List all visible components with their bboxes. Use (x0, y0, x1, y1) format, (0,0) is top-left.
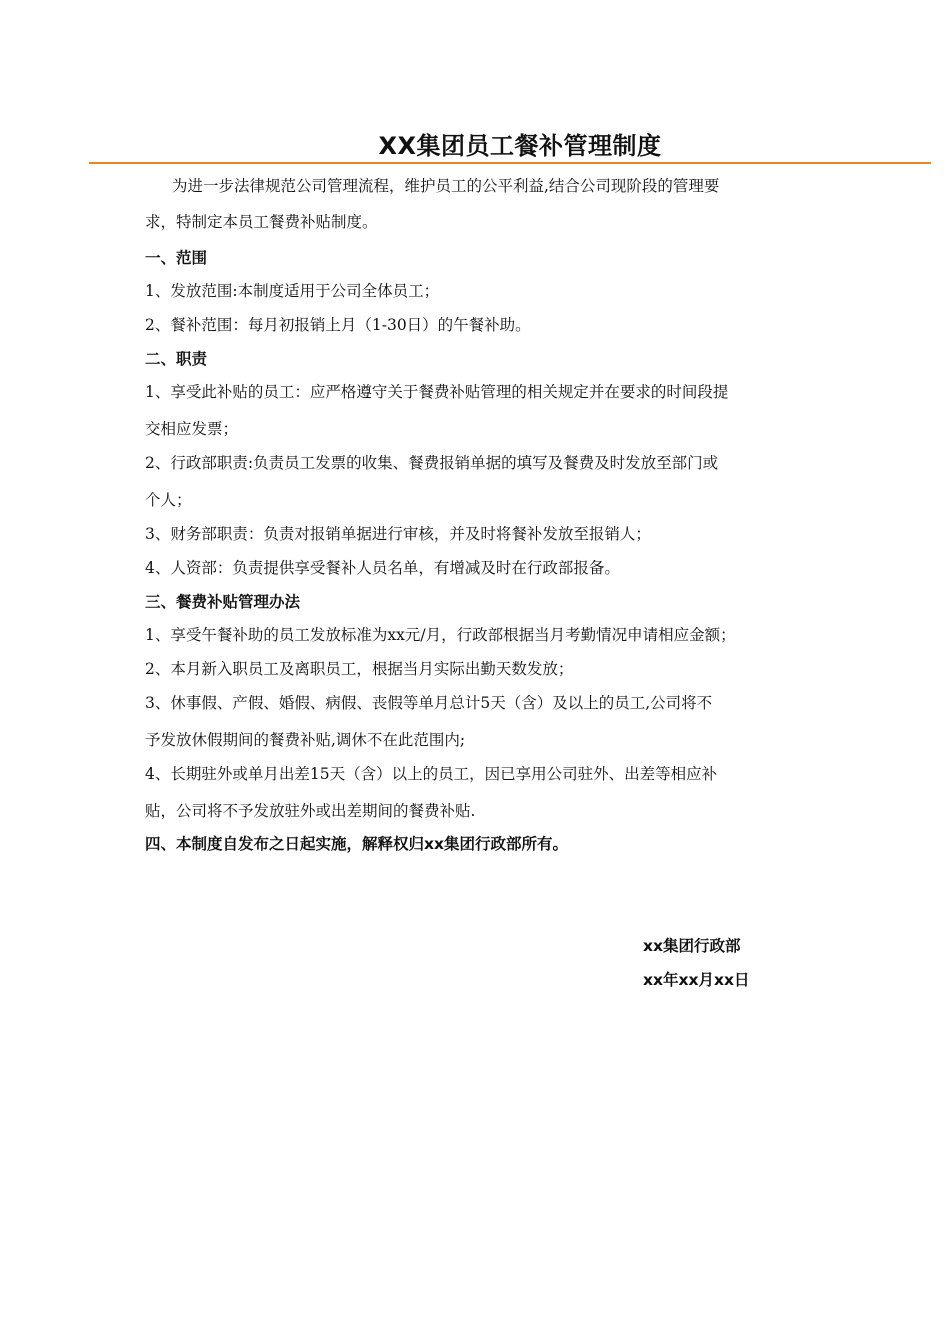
title-underline (89, 162, 931, 164)
section-heading-effective: 四、本制度自发布之日起实施，解释权归xx集团行政部所有。 (145, 835, 568, 853)
duties-item-4: 4、人资部：负责提供享受餐补人员名单，有增减及时在行政部报备。 (145, 559, 620, 577)
methods-item-3-cont: 予发放休假期间的餐费补贴,调休不在此范围内; (145, 731, 466, 749)
section-heading-duties: 二、职责 (145, 350, 208, 368)
methods-item-2: 2、本月新入职员工及离职员工，根据当月实际出勤天数发放； (145, 660, 574, 678)
methods-item-4: 4、长期驻外或单月出差15天（含）以上的员工，因已享用公司驻外、出差等相应补 (145, 765, 718, 783)
methods-item-3: 3、休事假、产假、婚假、病假、丧假等单月总计5天（含）及以上的员工,公司将不 (145, 694, 713, 712)
intro-line-2: 求，特制定本员工餐费补贴制度。 (145, 213, 378, 231)
section-heading-methods: 三、餐费补贴管理办法 (145, 593, 301, 611)
page-title: XX集团员工餐补管理制度 (378, 132, 662, 160)
duties-item-2-cont: 个人； (145, 491, 192, 509)
duties-item-3: 3、财务部职责：负责对报销单据进行审核，并及时将餐补发放至报销人； (145, 525, 651, 543)
intro-line-1: 为进一步法律规范公司管理流程，维护员工的公平利益,结合公司现阶段的管理要 (172, 177, 720, 195)
duties-item-1-cont: 交相应发票； (145, 420, 239, 438)
scope-item-2: 2、餐补范围：每月初报销上月（1-30日）的午餐补助。 (145, 316, 531, 334)
methods-item-4-cont: 贴，公司将不予发放驻外或出差期间的餐费补贴. (145, 802, 476, 820)
section-heading-scope: 一、范围 (145, 249, 208, 267)
methods-item-1: 1、享受午餐补助的员工发放标准为xx元/月，行政部根据当月考勤情况申请相应金额； (145, 626, 736, 644)
duties-item-2: 2、行政部职责:负责员工发票的收集、餐费报销单据的填写及餐费及时发放至部门或 (145, 454, 719, 472)
duties-item-1: 1、享受此补贴的员工：应严格遵守关于餐费补贴管理的相关规定并在要求的时间段提 (145, 383, 729, 401)
scope-item-1: 1、发放范围:本制度适用于公司全体员工； (145, 282, 440, 300)
signature-date: xx年xx月xx日 (643, 971, 750, 989)
signature-department: xx集团行政部 (643, 937, 741, 955)
